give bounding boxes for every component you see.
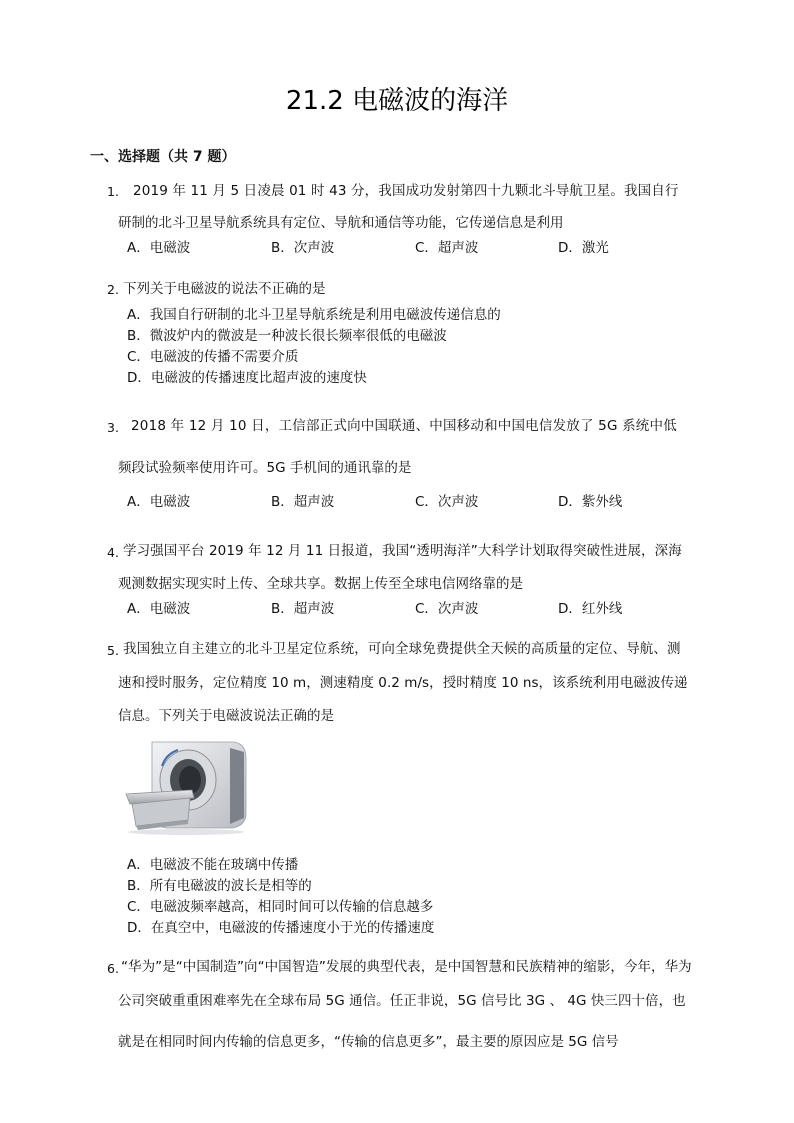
question-number: 6.: [107, 961, 119, 976]
question-text-line: 公司突破重重困难率先在全球布局 5G 通信。任正非说，5G 信号比 3G 、 4G 快三四十倍，也: [118, 993, 686, 1009]
question-number: 4.: [107, 545, 119, 560]
question-text-line: 研制的北斗卫星导航系统具有定位、导航和通信等功能，它传递信息是利用: [118, 215, 564, 231]
question-number: 2.: [107, 282, 119, 297]
question-number: 1.: [107, 184, 119, 199]
question-text-line: 就是在相同时间内传输的信息更多，“传输的信息更多”，最主要的原因应是 5G 信号: [118, 1034, 619, 1050]
option-d: D．电磁波的传播速度比超声波的速度快: [127, 370, 367, 386]
question-text-line: 2019 年 11 月 5 日凌晨 01 时 43 分，我国成功发射第四十九颗北斗导航卫星。我国自行: [133, 183, 679, 199]
mri-scanner-image: [122, 736, 250, 836]
option-c: C．电磁波的传播不需要介质: [127, 349, 299, 365]
option-c: C．电磁波频率越高，相同时间可以传输的信息越多: [127, 899, 434, 915]
question-text-line: 学习强国平台 2019 年 12 月 11 日报道，我国“透明海洋”大科学计划取得突破性进展，深海: [123, 543, 682, 559]
option-b: B．微波炉内的微波是一种波长很长频率很低的电磁波: [127, 328, 447, 344]
option-d: D．在真空中，电磁波的传播速度小于光的传播速度: [127, 920, 435, 936]
option-d: D．激光: [558, 240, 609, 256]
option-a: A．电磁波: [127, 601, 191, 617]
option-a: A．电磁波不能在玻璃中传播: [127, 857, 299, 873]
question-text-line: 信息。下列关于电磁波说法正确的是: [118, 708, 334, 724]
option-d: D．紫外线: [558, 494, 623, 510]
question-text-line: 我国独立自主建立的北斗卫星定位系统，可向全球免费提供全天候的高质量的定位、导航、测: [123, 641, 681, 657]
option-a: A．电磁波: [127, 494, 191, 510]
section-heading: 一、选择题（共 7 题）: [90, 149, 236, 165]
question-number: 5.: [107, 643, 119, 658]
option-d: D．红外线: [558, 601, 623, 617]
question-text-line: 速和授时服务，定位精度 10 m，测速精度 0.2 m/s，授时精度 10 ns，该系统利用电磁波传递: [118, 675, 688, 691]
page-title: 21.2 电磁波的海洋: [285, 86, 509, 116]
question-text-line: 观测数据实现实时上传、全球共享。数据上传至全球电信网络靠的是: [118, 576, 523, 592]
question-text-line: 2018 年 12 月 10 日，工信部正式向中国联通、中国移动和中国电信发放了 5G 系统中低: [131, 418, 677, 434]
option-a: A．我国自行研制的北斗卫星导航系统是利用电磁波传递信息的: [127, 307, 501, 323]
option-b: B．次声波: [271, 240, 335, 256]
option-c: C．次声波: [415, 601, 479, 617]
option-a: A．电磁波: [127, 240, 191, 256]
question-text-line: 频段试验频率使用许可。5G 手机间的通讯靠的是: [118, 460, 412, 476]
option-b: B．超声波: [271, 601, 335, 617]
question-number: 3.: [107, 420, 119, 435]
question-text-line: “华为”是“中国制造”向“中国智造”发展的典型代表，是中国智慧和民族精神的缩影，今年，华为: [121, 959, 692, 975]
option-c: C．超声波: [415, 240, 479, 256]
option-b: B．超声波: [271, 494, 335, 510]
option-c: C．次声波: [415, 494, 479, 510]
question-text-line: 下列关于电磁波的说法不正确的是: [123, 281, 326, 297]
option-b: B．所有电磁波的波长是相等的: [127, 878, 312, 894]
